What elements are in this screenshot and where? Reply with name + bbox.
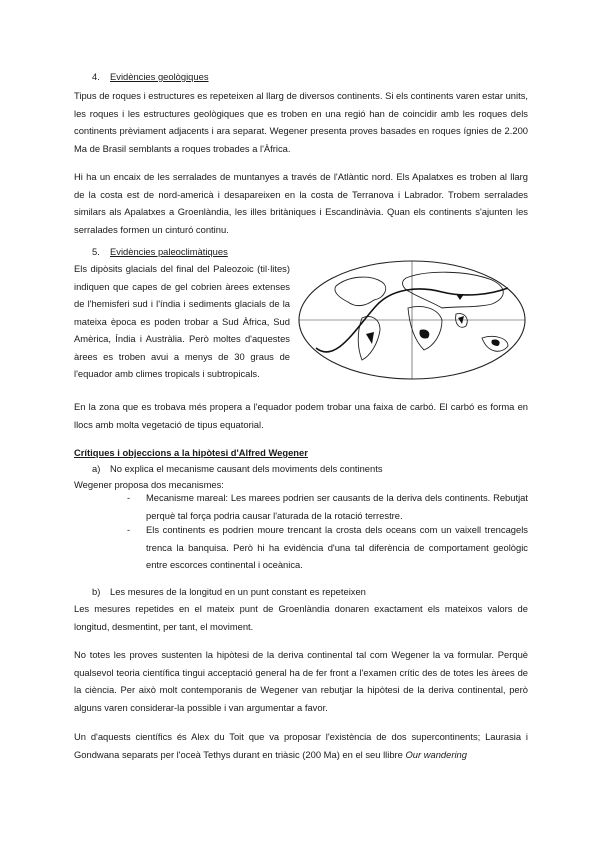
- north-america-shape: [335, 277, 386, 306]
- glacial-deposit-australia: [491, 339, 499, 346]
- du-toit-text: Un d'aquests científics és Alex du Toit que va proposar l'existència de dos supercontinents; Laurasia i Gondwana separats per l'oceà Tethys durant en triàsic (200 Ma) en el seu llibre: [74, 731, 528, 760]
- glacial-deposit-africa: [419, 329, 429, 338]
- objection-b-text: Les mesures de la longitud en un punt constant es repeteixen: [110, 586, 366, 597]
- paleoclimate-world-map: [296, 258, 528, 382]
- section-5-number: 5.: [92, 246, 100, 257]
- section-5-title: Evidències paleoclimàtiques: [110, 246, 228, 257]
- objection-a-label: a): [92, 463, 101, 474]
- objection-b: [92, 585, 366, 599]
- eurasia-shape: [403, 272, 504, 308]
- section-4-paragraph-1: Tipus de roques i estructures es repeteixen al llarg de diversos continents. Si els continents varen estar units, les roques i les estructures geològiques que es troben en una regió han de coincidir amb les roques dels continents prèviament adjacents i ara separat. Wegener presenta proves basades en roques ígnies de 2.200 Ma de Brasil semblants a roques trobades a l'Àfrica.: [74, 90, 528, 154]
- section-5-paragraph-2: En la zona que es trobava més propera a l'equador podem trobar una faixa de carbó. El carbó es forma en llocs amb molta vegetació de tipus equatorial.: [74, 401, 528, 430]
- critiques-heading: Crítiques i objeccions a la hipòtesi d'Alfred Wegener: [74, 447, 308, 458]
- africa-shape: [408, 307, 442, 351]
- section-4-heading: [92, 70, 209, 84]
- glacial-deposit-south-america: [366, 332, 374, 344]
- objection-a: [92, 462, 383, 476]
- objection-a-text: No explica el mecanisme causant dels moviments dels continents: [110, 463, 383, 474]
- bullet-dash-2: -: [127, 524, 131, 535]
- bullet-2-text: Els continents es podrien moure trencant la crosta dels oceans com un vaixell trencagels trenca la banquisa. Però hi ha evidència d'una tal diferència de comportament geològic entre escorces continental i oceànica.: [146, 524, 528, 570]
- du-toit-paragraph: [74, 728, 528, 763]
- book-title: Our wandering: [405, 748, 467, 760]
- bullet-dash-1: -: [127, 492, 131, 503]
- section-4-title: Evidències geològiques: [110, 71, 209, 82]
- section-4-paragraph-2: Hi ha un encaix de les serralades de muntanyes a través de l'Atlàntic nord. Els Apalatxes es troben al llarg de la costa est de nord-americà i desapareixen en la costa de Terranova i Labrador. Trobem serralades similars als Apalatxes a Groenlàndia, les illes britàniques i Escandinàvia. Quan els continents s'ajunten les serralades formen un cinturó continu.: [74, 171, 528, 235]
- section-4-number: 4.: [92, 71, 100, 82]
- objection-b-paragraph: Les mesures repetides en el mateix punt de Groenlàndia donaren exactament els mateixos valors de longitud, desmentint, per tant, el moviment.: [74, 603, 528, 632]
- objection-b-label: b): [92, 586, 101, 597]
- section-5-paragraph-1: Els dipòsits glacials del final del Paleozoic (til·lites) indiquen que capes de gel cobrien àrees extenses de l'hemisferi sud i l'índia i sediments glacials de la mateixa època es poden trobar a Sud Àfrica, Sud Amèrica, Índia i Austràlia. Però moltes d'aquestes àrees es troben avui a menys de 30 graus de l'equador amb climes tropicals i subtropicals.: [74, 263, 290, 379]
- bullet-1-text: Mecanisme mareal: Les marees podrien ser causants de la deriva dels continents. Rebutjat perquè tal força podria causar l'aturada de la rotació terrestre.: [146, 492, 528, 521]
- section-5-heading: [92, 245, 228, 259]
- notes-paragraph: No totes les proves sustenten la hipòtesi de la deriva continental tal com Wegener la va formular. Perquè qualsevol teoria científica tingui acceptació general ha de fer front a l'examen crític des de totes les àrees de la ciència. Per això molt contemporanis de Wegener van rebutjar la hipòtesi de la deriva continental, però alguns varen considerar-la possible i van argumentar a favor.: [74, 649, 528, 713]
- mechanisms-intro: Wegener proposa dos mecanismes:: [74, 479, 224, 490]
